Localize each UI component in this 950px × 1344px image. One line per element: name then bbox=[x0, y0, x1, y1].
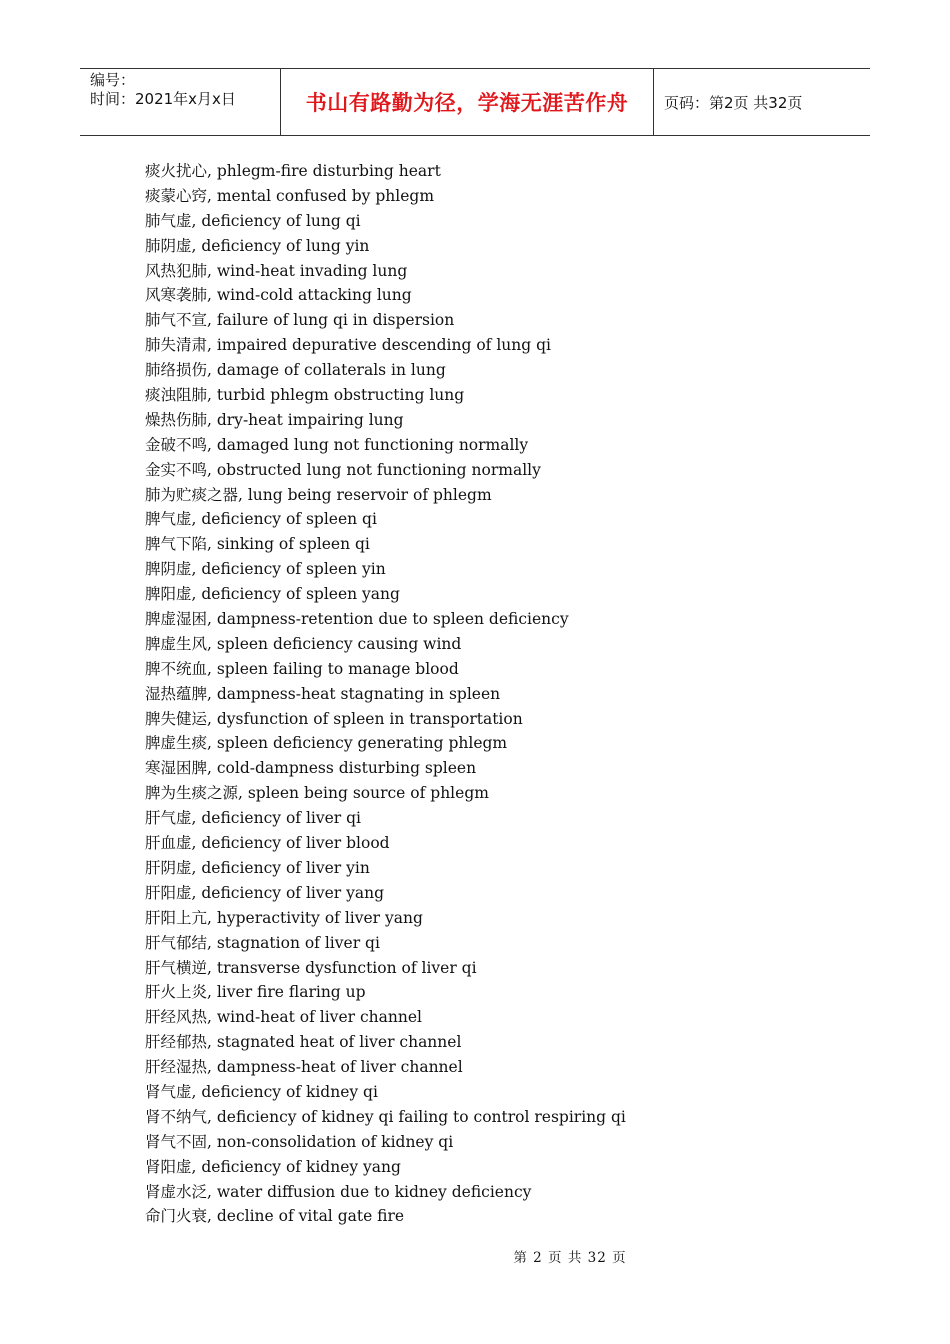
term-entry: 金破不鸣, damaged lung not functioning normally bbox=[145, 435, 529, 454]
header-info-cell bbox=[80, 69, 281, 135]
term-entry: 命门火衰, decline of vital gate fire bbox=[145, 1207, 405, 1226]
term-entry: 脾虚生痰, spleen deficiency generating phlegm bbox=[145, 734, 508, 753]
term-entry: 肾阳虚, deficiency of kidney yang bbox=[145, 1157, 401, 1176]
term-entry: 脾气下陷, sinking of spleen qi bbox=[145, 535, 370, 554]
term-entry: 肝气横逆, transverse dysfunction of liver qi bbox=[145, 958, 477, 977]
page-info: 页码：第2页 共32页 bbox=[664, 93, 803, 112]
term-list bbox=[145, 159, 626, 1229]
term-entry: 肝经郁热, stagnated heat of liver channel bbox=[145, 1033, 462, 1052]
term-entry: 肺失清肃, impaired depurative descending of lung qi bbox=[145, 336, 551, 355]
term-entry: 脾为生痰之源, spleen being source of phlegm bbox=[145, 784, 489, 803]
term-entry: 痰浊阻肺, turbid phlegm obstructing lung bbox=[145, 386, 465, 405]
term-entry: 金实不鸣, obstructed lung not functioning normally bbox=[145, 460, 541, 479]
term-entry: 痰火扰心, phlegm-fire disturbing heart bbox=[145, 162, 441, 180]
term-entry: 肝气郁结, stagnation of liver qi bbox=[145, 933, 380, 952]
term-entry: 脾不统血, spleen failing to manage blood bbox=[145, 659, 459, 678]
term-entry: 肝阴虚, deficiency of liver yin bbox=[145, 858, 370, 877]
term-entry: 肺为贮痰之器, lung being reservoir of phlegm bbox=[145, 485, 492, 504]
term-entry: 肺气虚, deficiency of lung qi bbox=[145, 211, 361, 230]
term-entry: 肺气不宣, failure of lung qi in dispersion bbox=[145, 311, 455, 330]
header-motto-cell bbox=[281, 69, 654, 135]
term-entry: 肾不纳气, deficiency of kidney qi failing to control respiring qi bbox=[145, 1107, 626, 1126]
term-entry: 脾阳虚, deficiency of spleen yang bbox=[145, 585, 400, 604]
term-entry: 寒湿困脾, cold-dampness disturbing spleen bbox=[145, 759, 477, 778]
time-label: 时间：2021年x月x日 bbox=[90, 90, 236, 108]
term-entry: 燥热伤肺, dry-heat impairing lung bbox=[145, 410, 404, 429]
term-entry: 脾虚生风, spleen deficiency causing wind bbox=[145, 634, 462, 653]
term-entry: 肺阴虚, deficiency of lung yin bbox=[145, 236, 370, 255]
term-entry: 肝经湿热, dampness-heat of liver channel bbox=[145, 1058, 463, 1077]
term-entry: 脾虚湿困, dampness-retention due to spleen deficiency bbox=[145, 610, 569, 629]
term-entry: 脾失健运, dysfunction of spleen in transportation bbox=[145, 709, 523, 728]
term-entry: 脾气虚, deficiency of spleen qi bbox=[145, 510, 377, 529]
term-entry: 风寒袭肺, wind-cold attacking lung bbox=[145, 286, 412, 305]
term-entry: 肝血虚, deficiency of liver blood bbox=[145, 834, 390, 853]
term-entry: 肝阳上亢, hyperactivity of liver yang bbox=[145, 908, 423, 927]
term-entry: 肝气虚, deficiency of liver qi bbox=[145, 809, 362, 828]
page-header bbox=[80, 68, 870, 136]
term-entry: 脾阴虚, deficiency of spleen yin bbox=[145, 560, 386, 579]
page-footer: 第 2 页 共 32 页 bbox=[513, 1250, 627, 1266]
term-entry: 湿热蕴脾, dampness-heat stagnating in spleen bbox=[145, 684, 501, 703]
term-entry: 肝经风热, wind-heat of liver channel bbox=[145, 1008, 422, 1027]
term-entry: 肝阳虚, deficiency of liver yang bbox=[145, 883, 385, 902]
term-entry: 肺络损伤, damage of collaterals in lung bbox=[145, 361, 446, 380]
term-entry: 肾气不固, non-consolidation of kidney qi bbox=[145, 1132, 454, 1151]
motto-text: 书山有路勤为径，学海无涯苦作舟 bbox=[305, 91, 629, 115]
term-entry: 肾虚水泛, water diffusion due to kidney deficiency bbox=[145, 1182, 532, 1201]
term-entry: 肝火上炎, liver fire flaring up bbox=[145, 983, 366, 1002]
term-entry: 风热犯肺, wind-heat invading lung bbox=[145, 261, 408, 280]
header-page-cell bbox=[654, 69, 870, 135]
term-entry: 肾气虚, deficiency of kidney qi bbox=[145, 1082, 378, 1101]
term-entry: 痰蒙心窍, mental confused by phlegm bbox=[145, 186, 435, 205]
serial-label: 编号： bbox=[90, 71, 136, 89]
